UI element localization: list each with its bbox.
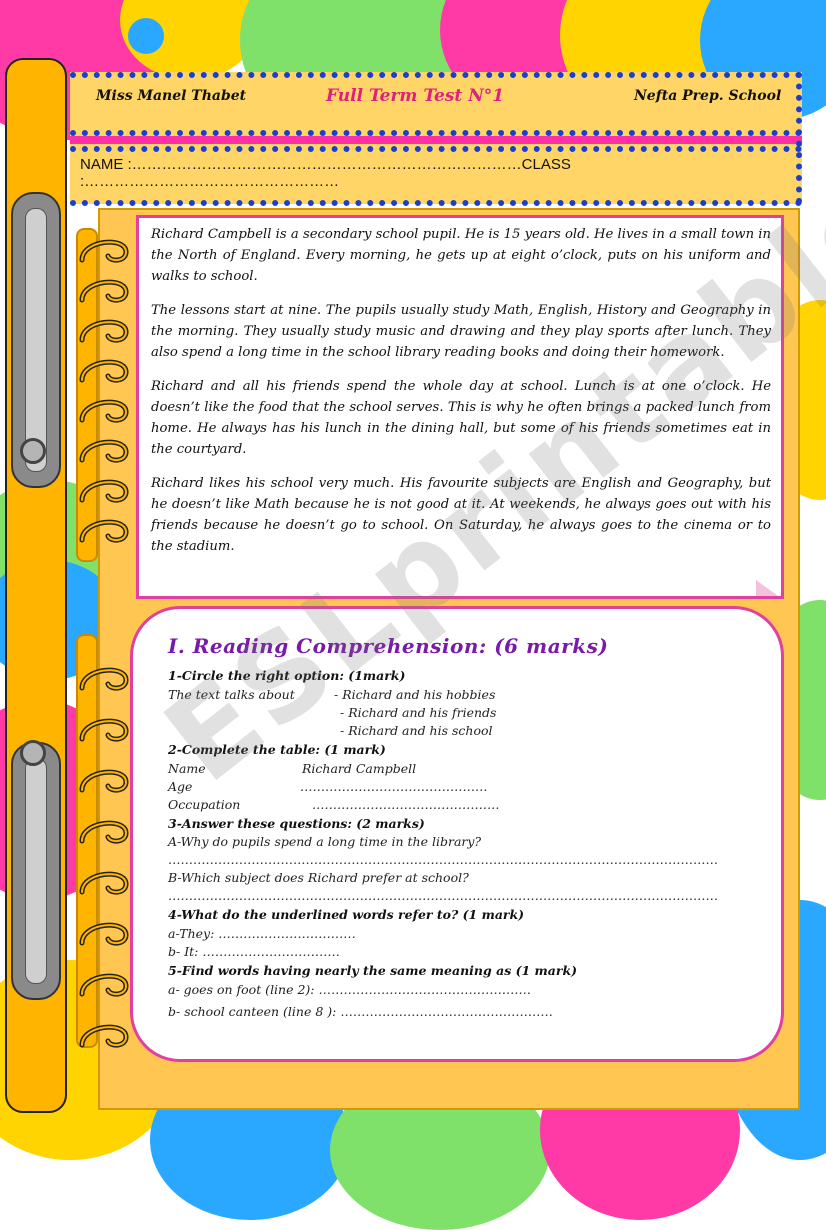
q3a-question: A-Why do pupils spend a long time in the library? bbox=[168, 834, 482, 849]
spiral-coil bbox=[76, 512, 132, 546]
spiral-coil bbox=[76, 352, 132, 386]
spiral-coil bbox=[76, 1017, 132, 1051]
spiral-coil bbox=[76, 312, 132, 346]
q4a-field[interactable]: a-They: …………………………… bbox=[168, 926, 356, 941]
binder-rail-bottom bbox=[11, 742, 61, 1000]
ring-hole bbox=[20, 438, 46, 464]
dotted-border-top bbox=[70, 72, 802, 78]
q3-heading: 3-Answer these questions: (2 marks) bbox=[168, 816, 425, 831]
spiral-coil bbox=[76, 392, 132, 426]
q2-row-label: Name bbox=[168, 761, 206, 776]
q2-heading: 2-Complete the table: (1 mark) bbox=[168, 742, 386, 757]
q3a-answer-line[interactable]: …………………………………………………………………………………………………………………… bbox=[168, 852, 718, 867]
section-title: I. Reading Comprehension: (6 marks) bbox=[168, 634, 609, 658]
q1-option[interactable]: - Richard and his hobbies bbox=[334, 687, 496, 702]
name-class-line: NAME :……………………………………………………………………CLASS :…………………………………………… bbox=[80, 156, 571, 190]
ring-hole bbox=[20, 740, 46, 766]
q3b-answer-line[interactable]: …………………………………………………………………………………………………………………… bbox=[168, 888, 718, 903]
spiral-coil bbox=[76, 660, 132, 694]
q1-option[interactable]: - Richard and his friends bbox=[340, 705, 497, 720]
q2-answer-field[interactable]: ……………………………………… bbox=[300, 779, 488, 794]
teacher-name: Miss Manel Thabet bbox=[96, 88, 247, 104]
q2-row-value: Richard Campbell bbox=[302, 761, 417, 776]
q1-stem: The text talks about bbox=[168, 687, 295, 702]
rail-inner bbox=[25, 758, 47, 984]
spiral-coil bbox=[76, 864, 132, 898]
q3b-question: B-Which subject does Richard prefer at school? bbox=[168, 870, 469, 885]
q1-option[interactable]: - Richard and his school bbox=[340, 723, 493, 738]
spiral-coil bbox=[76, 915, 132, 949]
q4b-field[interactable]: b- It: …………………………… bbox=[168, 944, 340, 959]
q4-heading: 4-What do the underlined words refer to? (1 mark) bbox=[168, 907, 525, 922]
passage-paragraph: The lessons start at nine. The pupils usually study Math, English, History and Geography in the morning. They usually study music and drawing and they play sports after lunch. They also spend a long time in the school library reading books and doing their homework. bbox=[151, 303, 771, 360]
spiral-coil bbox=[76, 272, 132, 306]
q5a-field[interactable]: a- goes on foot (line 2): …………………………………………… bbox=[168, 982, 531, 997]
pink-stripe bbox=[70, 136, 802, 144]
spiral-coil bbox=[76, 966, 132, 1000]
spiral-coil bbox=[76, 432, 132, 466]
rail-inner bbox=[25, 208, 47, 472]
passage-paragraph: Richard Campbell is a secondary school pupil. He is 15 years old. He lives in a small town in the North of England. Every morning, he gets up at eight o’clock, puts on his uniform and walks to school. bbox=[151, 227, 771, 284]
spiral-coil bbox=[76, 762, 132, 796]
dotted-border-bottom bbox=[70, 200, 802, 206]
spiral-coil bbox=[76, 813, 132, 847]
q5-heading: 5-Find words having nearly the same meaning as (1 mark) bbox=[168, 963, 578, 978]
passage-paragraph: Richard and all his friends spend the whole day at school. Lunch is at one o’clock. He doesn’t like the food that the school serves. This is why he often brings a packed lunch from home. He always has his lunch in the dining hall, but some of his friends sometimes eat in the courtyard. bbox=[151, 379, 771, 457]
q2-row-label: Occupation bbox=[168, 797, 241, 812]
school-name: Nefta Prep. School bbox=[634, 88, 782, 104]
q1-heading: 1-Circle the right option: (1mark) bbox=[168, 668, 406, 683]
q2-answer-field[interactable]: ……………………………………… bbox=[312, 797, 500, 812]
q5b-field[interactable]: b- school canteen (line 8 ): …………………………………………… bbox=[168, 1004, 553, 1019]
spiral-coil bbox=[76, 711, 132, 745]
spiral-coil bbox=[76, 472, 132, 506]
spiral-coil bbox=[76, 232, 132, 266]
test-title: Full Term Test N°1 bbox=[326, 86, 505, 106]
dotted-border-mid2 bbox=[70, 146, 802, 152]
page-fold-corner bbox=[756, 580, 778, 596]
q2-row-label: Age bbox=[168, 779, 193, 794]
passage-paragraph: Richard likes his school very much. His favourite subjects are English and Geography, but he doesn’t like Math because he is not good at it. At weekends, he always goes out with his friends because he doesn’t go to school. On Saturday, he always goes to the cinema or to the stadium. bbox=[151, 476, 771, 554]
bg-circle bbox=[128, 18, 164, 54]
